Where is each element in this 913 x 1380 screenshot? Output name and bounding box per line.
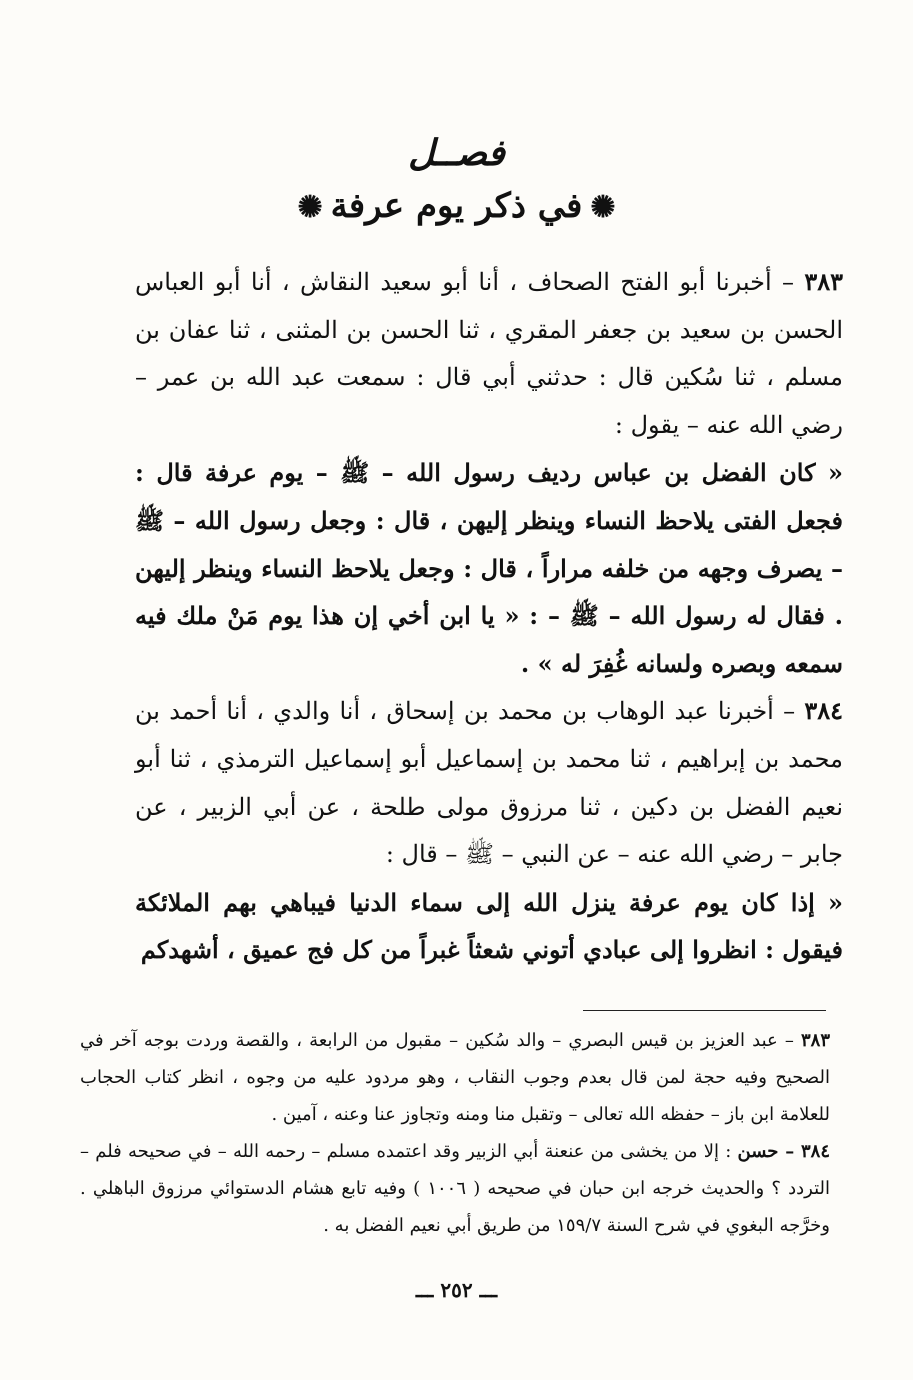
hadith-number: ٣٨٣ [804, 267, 843, 296]
star-ornament-icon: ✺ [590, 190, 616, 225]
main-text [135, 258, 843, 974]
footnote-number: ٣٨٣ [800, 1030, 830, 1051]
section-heading: فصــل [408, 132, 505, 174]
hadith-383-text: « كان الفضل بن عباس رديف رسول الله – ﷺ – يوم عرفة قال : فجعل الفتى يلاحظ النساء وينظر إليهن ، قال : وجعل رسول الله – ﷺ – يصرف وجهه من خلفه مراراً ، قال : وجعل يلاحظ النساء وينظر إليهن . فقال له رسول الله – ﷺ – : « يا ابن أخي إن هذا يوم مَنْ ملك فيه سمعه وبصره ولسانه غُفِرَ له » . [135, 458, 843, 678]
chapter-title [0, 186, 913, 226]
footnote-divider [583, 1010, 826, 1011]
footnote-384 [80, 1133, 830, 1244]
footnote-grade: – حسن [737, 1141, 801, 1162]
page-number: ـــ ٢٥٢ ـــ [415, 1278, 498, 1302]
hadith-384-text: « إذا كان يوم عرفة ينزل الله إلى سماء الدنيا فيباهي بهم الملائكة فيقول : انظروا إلى عبادي أتوني شعثاً غبراً من كل فج عميق ، أشهدكم [135, 887, 843, 965]
chapter-title-text: في ذكر يوم عرفة [330, 186, 583, 226]
chain-of-narration: – أخبرنا أبو الفتح الصحاف ، أنا أبو سعيد النقاش ، أنا أبو العباس الحسن بن سعيد بن جعفر المقري ، ثنا الحسن بن المثنى ، ثنا عفان بن مسلم ، ثنا سُكين قال : حدثني أبي قال : سمعت عبد الله بن عمر – رضي الله عنه – يقول : [135, 268, 843, 439]
hadith-383-isnad [135, 258, 843, 449]
star-ornament-icon: ✺ [297, 190, 323, 225]
footnote-text: : إلا من يخشى من عنعنة أبي الزبير وقد اعتمده مسلم – رحمه الله – في صحيحه فلم – التردد ؟ والحديث خرجه ابن حبان في صحيحه ( ١٠٠٦ ) وفيه تابع هشام الدستوائي مرزوق الباهلي . وخرَّجه البغوي في شرح السنة ١٥٩/٧ من طريق أبي نعيم الفضل به . [80, 1141, 831, 1236]
chain-of-narration: – أخبرنا عبد الوهاب بن محمد بن إسحاق ، أنا والدي ، أنا أحمد بن محمد بن إبراهيم ، ثنا محمد بن إسماعيل أبو إسماعيل الترمذي ، ثنا أبو نعيم الفضل بن دكين ، ثنا مرزوق مولى طلحة ، عن أبي الزبير ، عن جابر – رضي الله عنه – عن النبي – ﷺ – قال : [135, 697, 843, 869]
hadith-number: ٣٨٤ [804, 696, 843, 726]
footnote-text: – عبد العزيز بن قيس البصري – والد سُكين – مقبول من الرابعة ، والقصة وردت بوجه آخر في الصحيح وفيه حجة لمن قال بعدم وجوب النقاب ، وهو مردود عليه من وجوه ، انظر كتاب الحجاب للعلامة ابن باز – حفظه الله تعالى – وتقبل منا ومنه وتجاوز عنا وعنه ، آمين . [80, 1030, 830, 1125]
footnotes [80, 1022, 830, 1244]
footnote-383 [80, 1022, 830, 1133]
hadith-384-isnad [135, 687, 843, 878]
footnote-number: ٣٨٤ [800, 1141, 830, 1162]
